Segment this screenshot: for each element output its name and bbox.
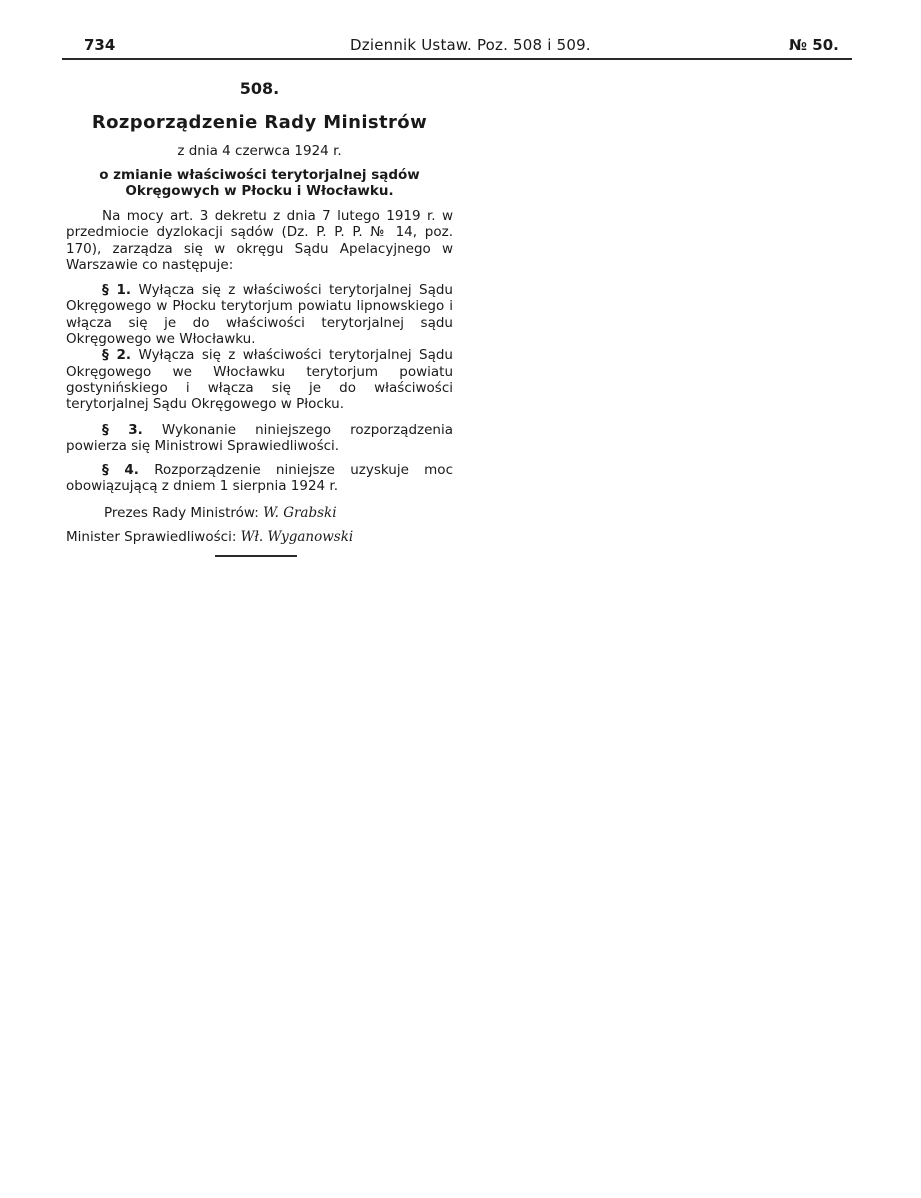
section-2: [66, 347, 453, 412]
signature-name: Wł. Wyganowski: [240, 528, 354, 545]
signature-role: Minister Sprawiedliwości:: [66, 528, 237, 545]
section-2-label: § 2.: [102, 347, 132, 364]
act-title: Rozporządzenie Rady Ministrów: [91, 112, 428, 133]
act-number: 508.: [239, 79, 280, 98]
header-rule: [62, 58, 852, 60]
section-2-text: Wyłącza się z właściwości terytorjalnej Sądu Okręgowego we Włocławku terytorjum powiatu gostynińskiego i włącza się je do właściwości terytorjalnej Sądu Okręgowego w Płocku.: [66, 347, 453, 413]
issue-number: № 50.: [789, 36, 839, 54]
preamble: Na mocy art. 3 dekretu z dnia 7 lutego 1919 r. w przedmiocie dyzlokacji sądów (Dz. P. P. P. № 14, poz. 170), zarządza się w okręgu Sądu Apelacyjnego w Warszawie co następuje:: [66, 208, 453, 273]
section-3: [66, 422, 453, 455]
signature-prime-minister: [66, 504, 453, 522]
act-subject: o zmianie właściwości terytorjalnej sądów Okręgowych w Płocku i Włocławku.: [99, 167, 420, 199]
signature-justice-minister: [66, 528, 453, 546]
act-column: [66, 72, 453, 546]
signature-name: W. Grabski: [263, 504, 337, 521]
section-4-label: § 4.: [102, 462, 139, 479]
section-3-text: Wykonanie niniejszego rozporządzenia powierza się Ministrowi Sprawiedliwości.: [66, 421, 453, 454]
section-4-text: Rozporządzenie niniejsze uzyskuje moc obowiązującą z dniem 1 sierpnia 1924 r.: [66, 462, 453, 495]
signature-role: Prezes Rady Ministrów:: [104, 504, 259, 521]
section-1-text: Wyłącza się z właściwości terytorjalnej Sądu Okręgowego w Płocku terytorjum powiatu lipnowskiego i włącza się je do właściwości terytorjalnej sądu Okręgowego we Włocławku.: [66, 282, 453, 348]
section-3-label: § 3.: [102, 421, 143, 438]
end-rule: [215, 555, 297, 557]
section-1: [66, 282, 453, 347]
running-header: Dziennik Ustaw. Poz. 508 i 509.: [350, 36, 591, 54]
section-4: [66, 462, 453, 495]
page-number: 734: [84, 36, 116, 54]
section-1-label: § 1.: [102, 282, 132, 299]
act-date: z dnia 4 czerwca 1924 r.: [177, 143, 342, 159]
